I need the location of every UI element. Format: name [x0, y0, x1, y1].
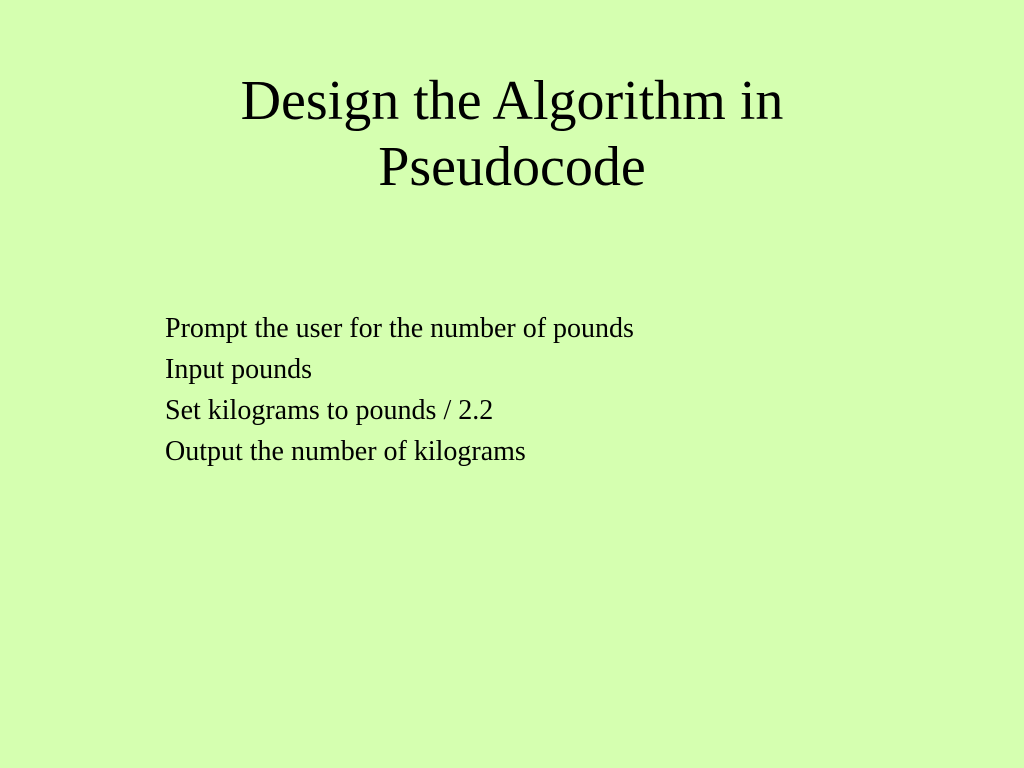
- slide-title-line-2: Pseudocode: [378, 136, 646, 198]
- pseudocode-step-compute: Set kilograms to pounds / 2.2: [165, 395, 494, 426]
- pseudocode-step-input: Input pounds: [165, 354, 312, 385]
- pseudocode-steps: [165, 308, 925, 472]
- slide-title-line-1: Design the Algorithm in: [240, 70, 784, 132]
- pseudocode-step-output: Output the number of kilograms: [165, 436, 526, 467]
- pseudocode-step-prompt: Prompt the user for the number of pounds: [165, 313, 634, 344]
- slide-title: [112, 68, 912, 200]
